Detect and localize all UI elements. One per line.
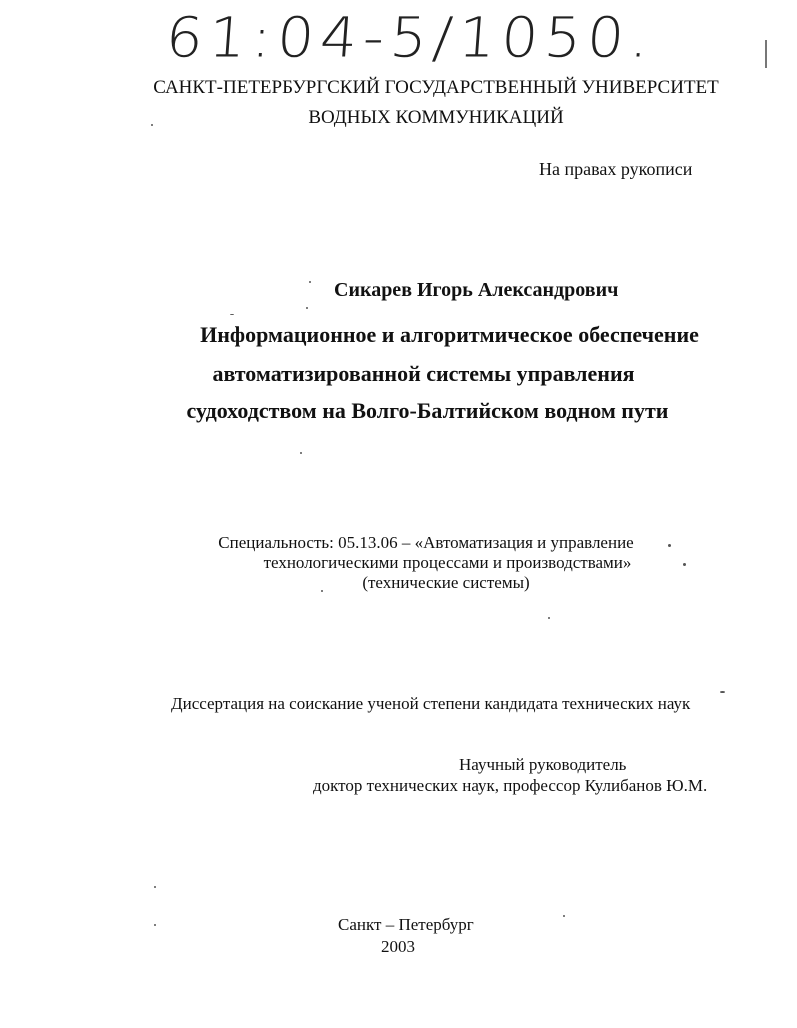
scan-speck xyxy=(300,452,302,454)
author-name: Сикарев Игорь Александрович xyxy=(334,279,619,301)
city: Санкт – Петербург xyxy=(338,915,474,934)
scan-speck xyxy=(154,886,156,888)
university-name-line2: ВОДНЫХ КОММУНИКАЦИЙ xyxy=(308,107,564,128)
scan-speck xyxy=(563,915,565,917)
scan-speck xyxy=(683,563,686,566)
scan-speck xyxy=(154,924,156,926)
university-name-line1: САНКТ-ПЕТЕРБУРГСКИЙ ГОСУДАРСТВЕННЫЙ УНИВЕРСИТЕТ xyxy=(153,77,719,98)
year: 2003 xyxy=(381,937,415,956)
scan-speck xyxy=(720,691,725,693)
scan-speck xyxy=(151,124,153,126)
handwritten-archive-mark: 61:04-5/1050. xyxy=(163,5,657,70)
scan-speck xyxy=(230,314,234,315)
dissertation-degree-note: Диссертация на соискание ученой степени кандидата технических наук xyxy=(171,694,691,713)
supervisor-label: Научный руководитель xyxy=(459,755,627,774)
scan-speck xyxy=(309,281,311,283)
dissertation-title-line1: Информационное и алгоритмическое обеспечение xyxy=(200,322,699,347)
scan-speck xyxy=(668,544,671,547)
specialty-line3: (технические системы) xyxy=(362,573,530,592)
manuscript-rights-note: На правах рукописи xyxy=(539,159,693,179)
specialty-line1: Специальность: 05.13.06 – «Автоматизация и управление xyxy=(218,533,634,552)
scan-mark-line xyxy=(765,40,767,68)
dissertation-title-line3: судоходством на Волго-Балтийском водном пути xyxy=(186,398,669,423)
supervisor-name: доктор технических наук, профессор Кулибанов Ю.М. xyxy=(313,776,708,795)
specialty-line2: технологическими процессами и производствами» xyxy=(263,553,632,572)
scan-speck xyxy=(548,617,550,619)
scan-speck xyxy=(306,307,308,309)
scan-speck xyxy=(321,590,323,592)
dissertation-title-line2: автоматизированной системы управления xyxy=(212,361,635,386)
